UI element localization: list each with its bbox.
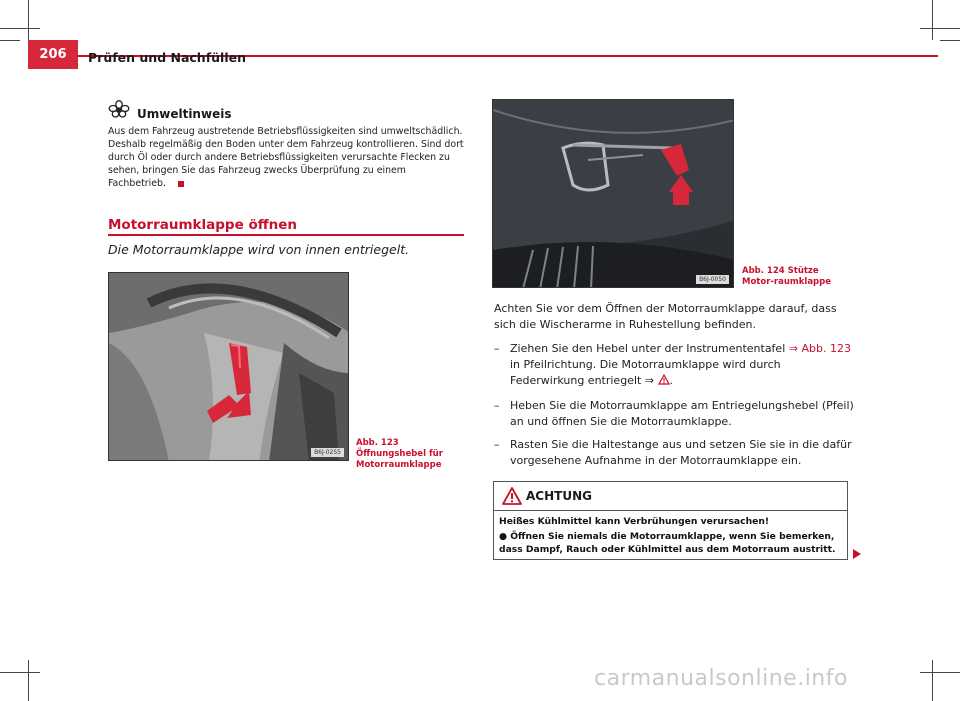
figure-code: B6J-0255 (311, 448, 344, 457)
figure-code: B6J-0050 (696, 275, 729, 284)
step-3: – Rasten Sie die Haltestange aus und setzen Sie sie in die dafür vorgesehene Aufnahme in der Motorraumklappe ein. (494, 438, 852, 467)
crop-mark (0, 28, 40, 29)
hood-support-illustration (493, 100, 734, 288)
warning-line-2: ● Öffnen Sie niemals die Motorraumklappe, wenn Sie bemerken, dass Dampf, Rauch oder Kühlmittel aus dem Motorraum austritt. (499, 531, 836, 555)
page-number: 206 (28, 40, 78, 69)
continue-arrow-icon (852, 548, 862, 560)
figure-124-image (492, 99, 734, 288)
environment-note-title: Umweltinweis (137, 107, 232, 121)
step-dash: – (494, 438, 500, 451)
crop-mark (28, 0, 29, 40)
warning-line-1: Heißes Kühlmittel kann Verbrühungen verursachen! (499, 516, 770, 527)
figure-124-caption: Abb. 124 Stütze Motor-raumklappe (742, 266, 831, 287)
crop-mark (932, 0, 933, 40)
hood-release-lever-illustration (109, 273, 349, 461)
crop-mark (28, 660, 29, 701)
warning-title: ACHTUNG (526, 489, 592, 503)
section-subtitle: Die Motorraumklappe wird von innen entriegelt. (108, 242, 410, 257)
figure-123-caption: Abb. 123 Öffnungshebel für Motorraumklappe (356, 438, 443, 470)
figure-123-image (108, 272, 349, 461)
step-dash: – (494, 342, 500, 355)
warning-triangle-icon (502, 487, 522, 505)
section-title: Motorraumklappe öffnen (108, 217, 298, 233)
crop-mark (940, 40, 960, 41)
crop-mark (0, 40, 20, 41)
watermark: carmanualsonline.info (594, 666, 848, 691)
step-2: – Heben Sie die Motorraumklappe am Entriegelungshebel (Pfeil) an und öffnen Sie die Motorraumklappe. (494, 399, 854, 428)
crop-mark (920, 672, 960, 673)
step-dash: – (494, 399, 500, 412)
crop-mark (932, 660, 933, 701)
step-1: – Ziehen Sie den Hebel unter der Instrumententafel ⇒ Abb. 123 in Pfeilrichtung. Die Motorraumklappe wird durch Federwirkung entriegelt ⇒ . (494, 342, 851, 387)
page-title: Prüfen und Nachfüllen (88, 50, 246, 65)
warning-header (494, 482, 847, 511)
warning-body (499, 515, 844, 556)
crop-mark (0, 672, 40, 673)
flower-icon (108, 100, 130, 118)
figure-123-link[interactable]: ⇒ Abb. 123 (788, 342, 851, 355)
intro-paragraph: Achten Sie vor dem Öffnen der Motorraumklappe darauf, dass sich die Wischerarme in Ruhestellung befinden. (494, 302, 837, 331)
environment-note-text: Aus dem Fahrzeug austretende Betriebsflüssigkeiten sind umweltschädlich. Deshalb regelmäßig den Boden unter dem Fahrzeug kontrollieren. Sind dort durch Öl oder durch andere Betriebsflüssigkeiten verursachte Flecken zu sehen, bringen Sie das Fahrzeug zwecks Überprüfung zu einem Fachbetrieb. (108, 126, 464, 189)
warning-box (493, 481, 848, 560)
warning-triangle-icon[interactable] (658, 374, 670, 385)
section-rule (108, 234, 464, 236)
end-marker-icon (178, 181, 184, 187)
crop-mark (920, 28, 960, 29)
